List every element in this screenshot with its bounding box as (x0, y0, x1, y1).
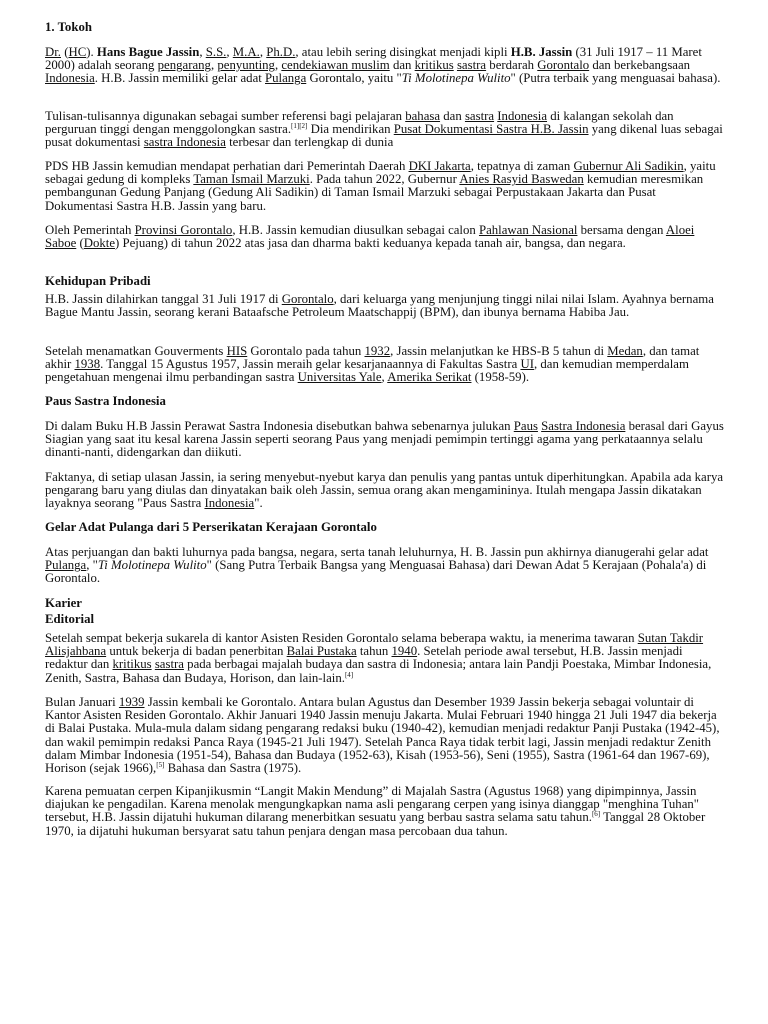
text-run: berdarah (486, 58, 538, 73)
text-run: , atau lebih sering disingkat menjadi kipli (295, 45, 511, 59)
inline-link[interactable]: Pusat Dokumentasi Sastra H.B. Jassin (393, 122, 589, 137)
inline-link[interactable]: pengarang (157, 58, 211, 73)
text-run: Faktanya, di setiap ulasan Jassin, ia sering menyebut-nyebut karya dan penulis yang pantas untuk diperhitungkan. Apabila ada karya pengarang baru yang diulas dan dinyatakan baik oleh Jassin, semua orang akan mengamininya. Itulah mengapa Jassin dikatakan layaknya seorang "Paus Sastra (45, 470, 724, 511)
inline-link[interactable]: Dokte (83, 236, 116, 251)
text-run: , (226, 45, 233, 59)
text-run: , (381, 370, 388, 385)
inline-link[interactable]: Indonesia (497, 109, 548, 123)
paragraph-editorial-history (45, 696, 725, 775)
inline-link[interactable]: sastra (464, 109, 495, 123)
inline-link[interactable]: Paus (513, 419, 538, 433)
inline-link[interactable]: Universitas Yale (297, 370, 382, 385)
text-run: , dan kemudian memperdalam pengetahuan mengenai ilmu perbandingan sastra (45, 357, 689, 385)
inline-link[interactable]: Aloei Saboe (45, 223, 695, 251)
text-run: , (199, 45, 206, 59)
text-run: , (274, 58, 282, 73)
inline-link[interactable]: Amerika Serikat (387, 370, 472, 385)
inline-link[interactable]: kritikus (414, 58, 454, 73)
section-heading-paus-sastra: Paus Sastra Indonesia (45, 394, 166, 408)
text-run: Bulan Januari (45, 695, 119, 709)
paragraph-trial (45, 785, 725, 838)
text-run: (31 Juli 1917 – 11 Maret 2000) adalah seorang (45, 45, 702, 73)
text-run: yang dikenal luas sebagai pusat dokumentasi (45, 122, 723, 150)
inline-link[interactable]: cendekiawan muslim (281, 58, 390, 73)
section-heading-kehidupan-pribadi: Kehidupan Pribadi (45, 274, 151, 288)
inline-link[interactable]: bahasa (405, 109, 441, 123)
text-run: Di dalam Buku H.B Jassin Perawat Sastra Indonesia disebutkan bahwa sebenarnya julukan (45, 419, 514, 433)
section-heading-karier: Karier (45, 596, 82, 610)
text-run: bersama dengan (577, 223, 666, 237)
text-run: , yaitu sebagai gedung di kompleks (45, 159, 716, 187)
text-run: Atas perjuangan dan bakti luhurnya pada bangsa, negara, serta tanah leluhurnya, H. B. Jassin pun akhirnya dianugerahi gelar adat (45, 545, 709, 559)
text-run: , dari keluarga yang menjunjung tinggi nilai nilai Islam. Ayahnya bernama Bague Mantu Jassin, seorang kerani Bataafsche Petroleum Maatschappij (BPM), dan ibunya bernama Habiba Jau. (45, 292, 714, 320)
text-run: tahun (356, 644, 392, 659)
paragraph-gelar-adat (45, 546, 725, 586)
inline-link[interactable]: kritikus (112, 657, 152, 672)
text-run: Dia mendirikan (307, 122, 394, 137)
italic-text: Ti Molotinepa Wulito (97, 558, 207, 573)
text-run: Karena pemuatan cerpen Kipanjikusmin “Langit Makin Mendung” di Majalah Sastra (Agustus 1968) yang dipimpinnya, Jassin diajukan ke pengadilan. Karena menolak mengungkapkan nama asli pengarang cerpen yang isinya dianggap "menghina Tuhan" tersebut, H.B. Jassin dijatuhi hukuman dilarang menerbitkan sesuatu yang berbau sastra selama satu tahun. (45, 784, 700, 825)
inline-link[interactable]: 1940 (391, 644, 418, 659)
text-run: Gorontalo pada tahun (247, 344, 365, 358)
citation-link[interactable]: [4] (344, 670, 354, 679)
inline-link[interactable]: HIS (226, 344, 248, 358)
text-run: Jassin kembali ke Gorontalo. Antara bulan Agustus dan Desember 1939 Jassin bekerja sebagai voluntair di Kantor Asisten Residen Gorontalo. Akhir Januari 1940 Jassin menuju Jakarta. Mulai Februari 1940 hingga 21 Juli 1947 dia bekerja di Balai Pustaka. Mula-mula dalam sidang pengarang redaksi buku (1940-42), kemudian menjadi redaktur Panji Pustaka (1942-45), dan wakil pemimpin redaksi Panca Raya (1945-21 Juli 1947). Setelah Panca Raya tidak terbit lagi, Jassin menjadi redaktur Zenith dalam Mimbar Indonesia (1951-54), Bahasa dan Budaya (1952-63), Kisah (1953-56), Seni (1955), Sastra (1961-64 dan 1967-69), Horison (sejak 1966), (45, 695, 720, 776)
citation-link[interactable]: [1][2] (291, 122, 308, 131)
bold-text: Hans Bague Jassin (96, 45, 200, 59)
paragraph-birth (45, 293, 725, 319)
inline-link[interactable]: Gubernur Ali Sadikin (573, 159, 684, 173)
text-run: Gorontalo, yaitu " (306, 71, 402, 86)
text-run: , " (86, 558, 98, 573)
bold-text: H.B. Jassin (510, 45, 573, 59)
inline-link[interactable]: Gorontalo (281, 292, 334, 306)
text-run: Tulisan-tulisannya digunakan sebagai sumber referensi bagi pelajaran (45, 109, 406, 123)
inline-link[interactable]: Pulanga (265, 71, 307, 86)
paragraph-intro (45, 46, 725, 86)
inline-link[interactable]: 1938 (74, 357, 101, 372)
inline-link[interactable]: 1932 (364, 344, 391, 358)
text-run: di kalangan sekolah dan perguruan tinggi dengan menggolongkan sastra. (45, 109, 674, 137)
inline-link[interactable]: 1939 (118, 695, 145, 709)
italic-text: Ti Molotinepa Wulito (401, 71, 511, 86)
inline-link[interactable]: Dr. (45, 45, 61, 59)
paragraph-paus-origin (45, 420, 725, 460)
text-run: . Tanggal 15 Agustus 1957, Jassin meraih gelar kesarjanaannya di Fakultas Sastra (100, 357, 521, 372)
text-run: , Jassin melanjutkan ke HBS-B 5 tahun di (390, 344, 608, 358)
text-run: , tepatnya di zaman (470, 159, 574, 173)
text-run: ) Pejuang) di tahun 2022 atas jasa dan dharma bakti keduanya kepada tanah air, bangsa, dan negara. (115, 236, 626, 251)
text-run: dan (440, 109, 465, 123)
text-run: Setelah sempat bekerja sukarela di kantor Asisten Residen Gorontalo selama beberapa waktu, ia menerima tawaran (45, 631, 638, 645)
inline-link[interactable]: S.S. (205, 45, 227, 59)
text-run: Tanggal 28 Oktober 1970, ia dijatuhi hukuman bersyarat satu tahun penjara dengan masa percobaan dua tahun. (45, 810, 706, 838)
text-run: ( (76, 236, 84, 251)
text-run: . Pada tahun 2022, Gubernur (309, 172, 460, 187)
text-run: . H.B. Jassin memiliki gelar adat (94, 71, 266, 86)
text-run: , H.B. Jassin kemudian diusulkan sebagai calon (232, 223, 479, 237)
paragraph-national-hero (45, 224, 725, 250)
inline-link[interactable]: Provinsi Gorontalo (134, 223, 233, 237)
text-run: dan berkebangsaan (589, 58, 691, 73)
inline-link[interactable]: Pulanga (45, 558, 87, 573)
text-run: Oleh Pemerintah (45, 223, 135, 237)
text-run: (1958-59). (471, 370, 530, 385)
inline-link[interactable]: Medan (607, 344, 643, 358)
section-heading-tokoh: 1. Tokoh (45, 20, 92, 34)
inline-link[interactable]: Ph.D. (266, 45, 296, 59)
inline-link[interactable]: Gorontalo (537, 58, 590, 73)
text-run: pada berbagai majalah budaya dan sastra di Indonesia; antara lain Pandji Poestaka, Mimbar Indonesia, Zenith, Sastra, Bahasa dan Budaya, Horison, dan lain-lain. (45, 657, 712, 685)
inline-link[interactable]: sastra (154, 657, 184, 672)
inline-link[interactable]: Anies Rasyid Baswedan (459, 172, 584, 187)
text-run: ). (86, 45, 97, 59)
text-run: " (Putra terbaik yang menguasai bahasa). (510, 71, 721, 86)
inline-link[interactable]: Sutan Takdir Alisjahbana (45, 631, 704, 659)
inline-link[interactable]: Indonesia (45, 71, 95, 86)
paragraph-editorial-start (45, 632, 725, 685)
inline-link[interactable]: Taman Ismail Marzuki (193, 172, 310, 187)
citation-link[interactable]: [5] (156, 761, 165, 770)
inline-link[interactable]: Indonesia (204, 496, 255, 511)
inline-link[interactable]: Pahlawan Nasional (478, 223, 578, 237)
text-run: terbesar dan terlengkap di dunia (225, 135, 394, 150)
inline-link[interactable]: HC (68, 45, 87, 59)
citation-link[interactable]: [6] (591, 810, 601, 819)
text-run: untuk bekerja di badan penerbitan (106, 644, 287, 659)
section-heading-editorial: Editorial (45, 612, 95, 626)
paragraph-pds-hb-jassin (45, 160, 725, 213)
inline-link[interactable]: UI (520, 357, 534, 372)
paragraph-paus-facts (45, 471, 725, 511)
inline-link[interactable]: sastra (456, 58, 487, 73)
text-run: H.B. Jassin dilahirkan tanggal 31 Juli 1917 di (45, 292, 282, 306)
inline-link[interactable]: M.A. (232, 45, 260, 59)
paragraph-education (45, 345, 725, 385)
text-run: , (210, 58, 218, 73)
text-run: , dan tamat akhir (45, 344, 700, 372)
text-run: . Setelah periode awal tersebut, H.B. Jassin menjadi redaktur dan (45, 644, 683, 672)
inline-link[interactable]: Balai Pustaka (286, 644, 357, 659)
inline-link[interactable]: penyunting (217, 58, 275, 73)
inline-link[interactable]: sastra Indonesia (143, 135, 226, 150)
text-run: Setelah menamatkan Gouverments (45, 344, 227, 358)
text-run: kemudian meresmikan pembangunan Gedung Panjang (Gedung Ali Sadikin) di Taman Ismail Marzuki sebagai Perpustakaan Jakarta dan Pusat Dokumentasi Sastra H.B. Jassin yang baru. (45, 172, 704, 213)
inline-link[interactable]: Sastra Indonesia (541, 419, 626, 433)
text-run: dan (389, 58, 415, 73)
text-run: ( (61, 45, 69, 59)
inline-link[interactable]: DKI Jakarta (408, 159, 471, 173)
text-run: " (Sang Putra Terbaik Bangsa yang Menguasai Bahasa) dari Dewan Adat 5 Kerajaan (Pohala'a) di Gorontalo. (45, 558, 707, 586)
text-run: Bahasa dan Sastra (1975). (164, 761, 302, 776)
section-heading-gelar-adat: Gelar Adat Pulanga dari 5 Perserikatan Kerajaan Gorontalo (45, 520, 377, 534)
paragraph-references (45, 110, 725, 150)
text-run: berasal dari Gayus Siagian yang saat itu kesal karena Jassin seperti seorang Paus yang menjadi pemimpin tertinggi agama yang perkataannya selalu dinanti-nanti, didengarkan dan diikuti. (45, 419, 724, 460)
text-run: PDS HB Jassin kemudian mendapat perhatian dari Pemerintah Daerah (45, 159, 409, 173)
text-run: ". (254, 496, 263, 511)
text-run: , (259, 45, 267, 59)
